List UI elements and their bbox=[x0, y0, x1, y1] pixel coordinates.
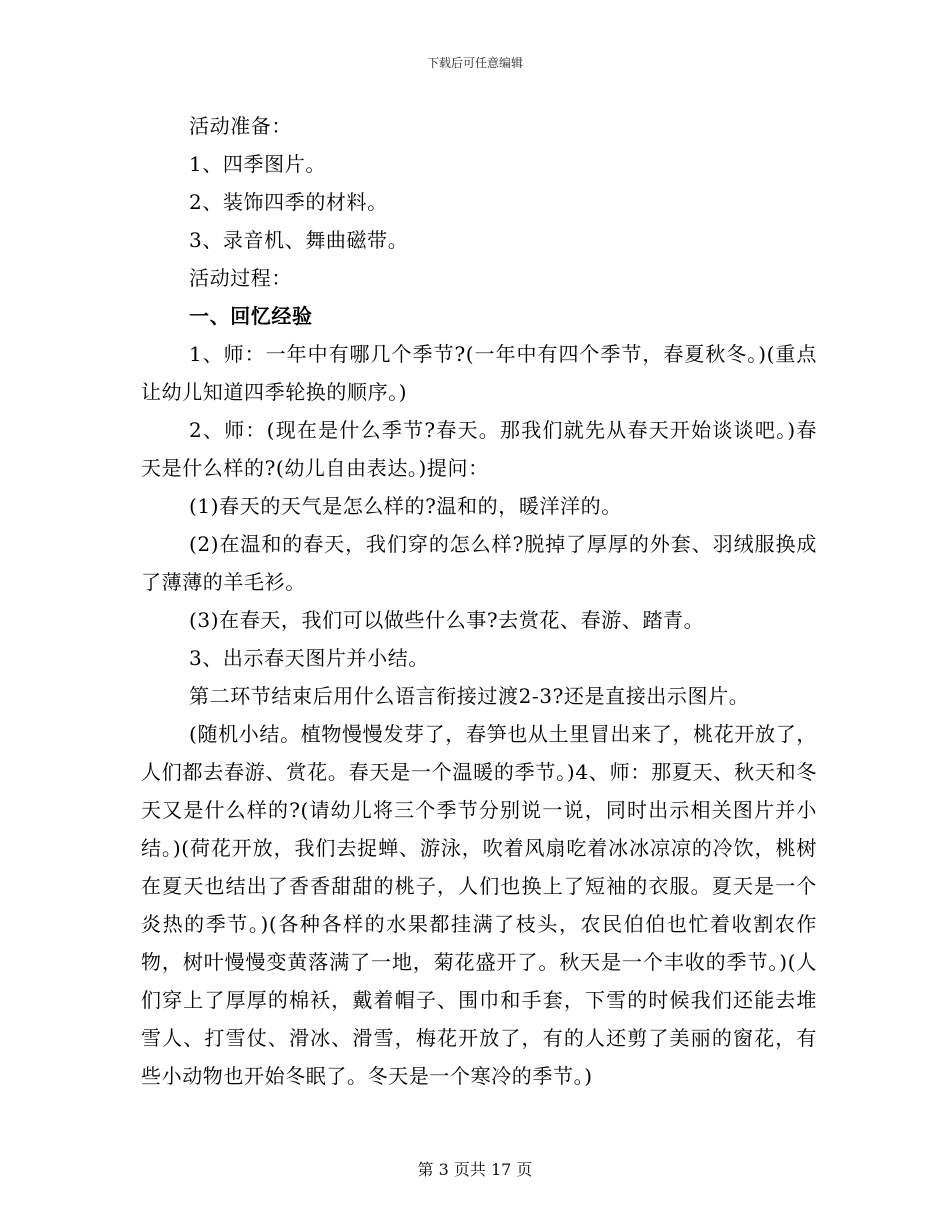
paragraph-prep-item-1: 1、四季图片。 bbox=[189, 152, 326, 176]
paragraph-question-1: (1)春天的天气是怎么样的?温和的，暖洋洋的。 bbox=[189, 494, 622, 518]
paragraph-transition-note: 第二环节结束后用什么语言衔接过渡2-3?还是直接出示图片。 bbox=[189, 684, 750, 708]
paragraph-question-3: (3)在春天，我们可以做些什么事?去赏花、春游、踏青。 bbox=[189, 608, 705, 632]
paragraph-prep-item-2: 2、装饰四季的材料。 bbox=[189, 190, 388, 214]
paragraph-step-2: 2、师：(现在是什么季节?春天。那我们就先从春天开始谈谈吧。)春天是什么样的?(幼儿自由表达。)提问： bbox=[141, 418, 817, 480]
page-footer: 第 3 页共 17 页 bbox=[417, 1160, 533, 1179]
section-heading-recall: 一、回忆经验 bbox=[189, 304, 313, 328]
paragraph-prep-item-3: 3、录音机、舞曲磁带。 bbox=[189, 228, 409, 252]
paragraph-question-2: (2)在温和的春天，我们穿的怎么样?脱掉了厚厚的外套、羽绒服换成了薄薄的羊毛衫。 bbox=[141, 532, 817, 594]
paragraph-activity-process: 活动过程： bbox=[189, 266, 292, 290]
document-body bbox=[141, 107, 817, 1095]
paragraph-step-1: 1、师：一年中有哪几个季节?(一年中有四个季节，春夏秋冬。)(重点让幼儿知道四季轮换的顺序。) bbox=[141, 342, 817, 404]
paragraph-step-3: 3、出示春天图片并小结。 bbox=[189, 646, 429, 670]
paragraph-summary: (随机小结。植物慢慢发芽了，春笋也从土里冒出来了，桃花开放了，人们都去春游、赏花。春天是一个温暖的季节。)4、师：那夏天、秋天和冬天又是什么样的?(请幼儿将三个季节分别说一说，同时出示相关图片并小结。)(荷花开放，我们去捉蝉、游泳，吹着风扇吃着冰冰凉凉的冷饮，桃树在夏天也结出了香香甜甜的桃子，人们也换上了短袖的衣服。夏天是一个炎热的季节。)(各种各样的水果都挂满了枝头，农民伯伯也忙着收割农作物，树叶慢慢变黄落满了一地，菊花盛开了。秋天是一个丰收的季节。)(人们穿上了厚厚的棉袄，戴着帽子、围巾和手套，下雪的时候我们还能去堆雪人、打雪仗、滑冰、滑雪，梅花开放了，有的人还剪了美丽的窗花，有些小动物也开始冬眠了。冬天是一个寒冷的季节。) bbox=[141, 722, 817, 1088]
page-header: 下载后可任意编辑 bbox=[426, 56, 523, 70]
paragraph-activity-prep: 活动准备： bbox=[189, 114, 292, 138]
